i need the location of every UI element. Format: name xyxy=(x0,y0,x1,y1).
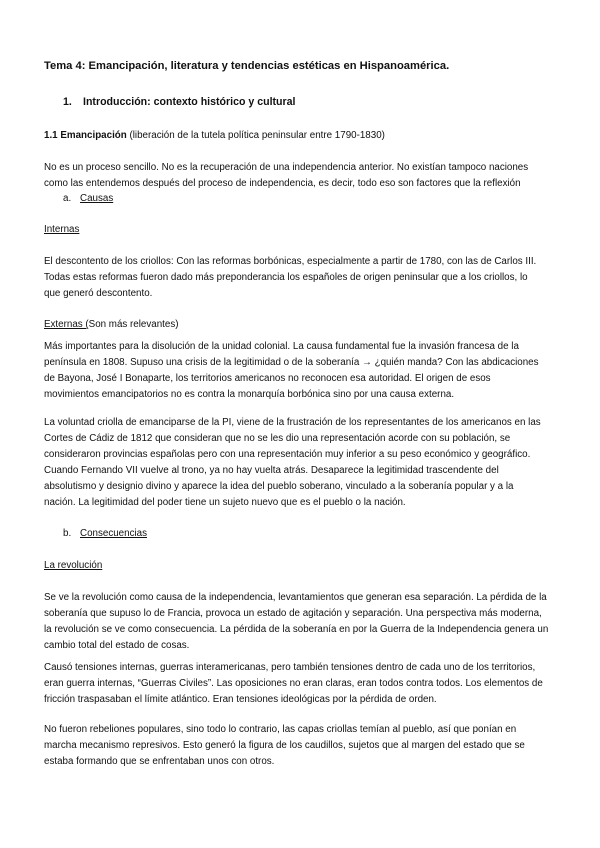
list-label: Causas xyxy=(80,193,114,204)
subsection-heading-1-1 xyxy=(44,128,564,145)
paragraph-line: Se ve la revolución como causa de la independencia, levantamientos que generan esa separación. La pérdida de la xyxy=(44,592,547,603)
paragraph-line: de Bayona, José I Bonaparte, los territorios americanos no reconocen esa autoridad. El origen de esos xyxy=(44,373,491,384)
paragraph-line: El descontento de los criollos: Con las reformas borbónicas, especialmente a partir de 1780, con las de Carlos III. xyxy=(44,256,537,267)
document-title: Tema 4: Emancipación, literatura y tendencias estéticas en Hispanoamérica. xyxy=(44,60,450,72)
subsection-subtitle: (liberación de la tutela política peninsular entre 1790-1830) xyxy=(126,130,385,141)
paragraph-line: consideraron provincias españolas pero con una representación muy inferior a su peso económico y geográfico. xyxy=(44,449,531,460)
list-letter: b. xyxy=(63,528,72,539)
heading-la-revolucion: La revolución xyxy=(44,560,103,571)
heading-externas-rest: Son más relevantes) xyxy=(88,319,179,330)
heading-externas xyxy=(44,317,564,334)
section-number: 1. xyxy=(63,96,72,108)
list-label: Consecuencias xyxy=(80,528,147,539)
paragraph-line: la revolución se ve como consecuencia. La pérdida de la soberanía en por la Guerra de la Independencia genera un xyxy=(44,624,549,635)
paragraph-line: fricción traspasaban el límite atlántico. Eran tensiones ideológicas por la pérdida de orden. xyxy=(44,694,437,705)
paragraph-line: absolutismo y designio divino y aparece la idea del pueblo soberano, vinculado a la soberanía popular y a la xyxy=(44,481,514,492)
paragraph-line: Más importantes para la disolución de la unidad colonial. La causa fundamental fue la invasión francesa de la xyxy=(44,341,519,352)
heading-internas: Internas xyxy=(44,224,80,235)
paragraph-line: La voluntad criolla de emanciparse de la PI, viene de la frustración de los representantes de los americanos en las xyxy=(44,417,541,428)
paragraph-line: estaba formando que se enfrentaban unos con otros. xyxy=(44,756,275,767)
paragraph-line: No es un proceso sencillo. No es la recuperación de una independencia anterior. No existían tampoco naciones xyxy=(44,162,529,173)
paragraph-line: que generó descontento. xyxy=(44,288,153,299)
paragraph-line: cambio total del estado de cosas. xyxy=(44,640,190,651)
subsection-title: 1.1 Emancipación xyxy=(44,130,127,141)
paragraph-line: movimientos emancipatorios no es contra la monarquía borbónica sino por una causa externa. xyxy=(44,389,455,400)
list-item-causas xyxy=(63,191,583,208)
paragraph-line: soberanía que supuso lo de Francia, provoca un estado de agitación y separación. Una perspectiva más moderna, xyxy=(44,608,542,619)
paragraph-line: península en 1808. Supuso una crisis de la legitimidad o de la soberanía → ¿quién manda? Con las abdicaciones xyxy=(44,357,539,368)
paragraph-line: Cortes de Cádiz de 1812 que consideran que no se les dio una representación acorde con su población, se xyxy=(44,433,511,444)
paragraph-line: marcha mecanismo represivos. Esto generó la figura de los caudillos, sujetos que al margen del estado que se xyxy=(44,740,525,751)
list-letter: a. xyxy=(63,193,72,204)
paragraph-line: eran guerra internas, “Guerras Civiles”. Las oposiciones no eran claras, eran todos contra todos. Los elementos de xyxy=(44,678,543,689)
paragraph-line: Todas estas reformas fueron dado más preponderancia los españoles de origen peninsular que a los criollos, lo xyxy=(44,272,528,283)
paragraph-line: nación. La legitimidad del poder tiene un sujeto nuevo que es el pueblo o la nación. xyxy=(44,497,406,508)
paragraph-line: como las entendemos después del proceso de independencia, es decir, todo eso son factores que la reflexión xyxy=(44,178,521,189)
paragraph-line: No fueron rebeliones populares, sino todo lo contrario, las capas criollas temían al pueblo, así que ponían en xyxy=(44,724,517,735)
paragraph-line: Cuando Fernando VII vuelve al trono, ya no hay vuelta atrás. Desaparece la legitimidad trascendente del xyxy=(44,465,499,476)
list-item-consecuencias xyxy=(63,526,583,543)
section-heading-1 xyxy=(63,94,583,111)
heading-externas-underlined: Externas ( xyxy=(44,319,89,330)
section-heading-text: Introducción: contexto histórico y cultural xyxy=(83,96,296,108)
paragraph-line: Causó tensiones internas, guerras interamericanas, pero también tensiones dentro de cada uno de los territorios, xyxy=(44,662,536,673)
